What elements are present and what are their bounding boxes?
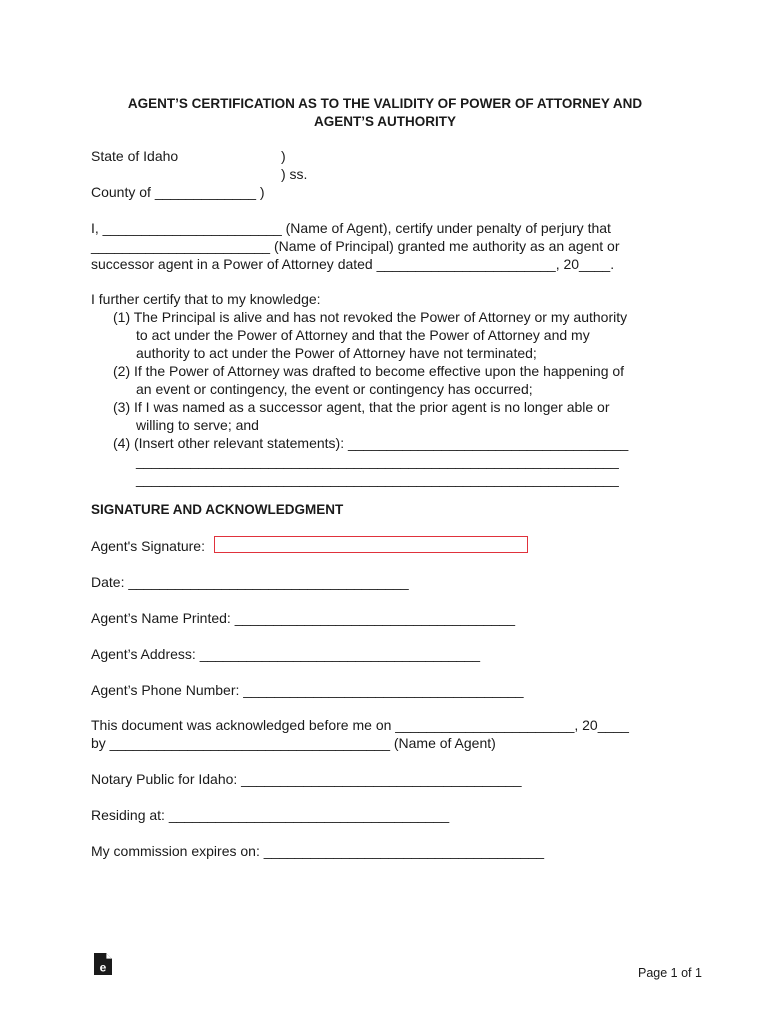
date-line[interactable]: Date: ____________________________________ <box>91 574 409 590</box>
item-3-line-2: willing to serve; and <box>136 417 259 433</box>
acknowledgment-line-1[interactable]: This document was acknowledged before me on _______________________, 20____ <box>91 717 629 733</box>
acknowledgment-line-2[interactable]: by ____________________________________ (Name of Agent) <box>91 735 496 751</box>
document-e-logo-icon <box>93 952 113 976</box>
agent-name-printed-line[interactable]: Agent’s Name Printed: ____________________________________ <box>91 610 516 626</box>
knowledge-intro: I further certify that to my knowledge: <box>91 291 321 307</box>
signature-heading: SIGNATURE AND ACKNOWLEDGMENT <box>91 502 344 517</box>
item-4-line-2[interactable]: ______________________________________________________________ <box>136 453 619 469</box>
certify-line-3[interactable]: successor agent in a Power of Attorney dated _______________________, 20____. <box>91 256 615 272</box>
item-4-line-3[interactable]: ______________________________________________________________ <box>136 471 619 487</box>
svg-text:e: e <box>99 960 107 975</box>
item-1-line-3: authority to act under the Power of Attorney have not terminated; <box>136 345 537 361</box>
title-line-1: AGENT’S CERTIFICATION AS TO THE VALIDITY OF POWER OF ATTORNEY AND <box>127 96 643 111</box>
item-1-line-2: to act under the Power of Attorney and that the Power of Attorney and my <box>136 327 590 343</box>
state-label: State of Idaho <box>91 148 179 164</box>
item-2-line-1: (2) If the Power of Attorney was drafted to become effective upon the happening of <box>113 363 625 379</box>
certify-line-1[interactable]: I, _______________________ (Name of Agent), certify under penalty of perjury that <box>91 220 611 236</box>
agent-signature-field[interactable] <box>214 536 528 553</box>
title-line-2: AGENT’S AUTHORITY <box>313 114 456 129</box>
page-number: Page 1 of 1 <box>638 966 702 980</box>
agent-address-line[interactable]: Agent’s Address: ____________________________________ <box>91 646 480 662</box>
certify-line-2[interactable]: _______________________ (Name of Principal) granted me authority as an agent or <box>91 238 620 254</box>
venue-ss: ) ss. <box>281 166 308 182</box>
document-title <box>60 95 710 131</box>
agent-phone-line[interactable]: Agent’s Phone Number: ____________________________________ <box>91 682 524 698</box>
agent-signature-label: Agent's Signature: <box>91 538 205 554</box>
notary-line[interactable]: Notary Public for Idaho: ____________________________________ <box>91 771 522 787</box>
item-3-line-1: (3) If I was named as a successor agent, that the prior agent is no longer able or <box>113 399 610 415</box>
item-1-line-1: (1) The Principal is alive and has not revoked the Power of Attorney or my authority <box>113 309 628 325</box>
residing-line[interactable]: Residing at: ____________________________________ <box>91 807 450 823</box>
item-4-line-1[interactable]: (4) (Insert other relevant statements): ____________________________________ <box>113 435 629 451</box>
item-2-line-2: an event or contingency, the event or contingency has occurred; <box>136 381 533 397</box>
county-line[interactable]: County of _____________ ) <box>91 184 265 200</box>
commission-line[interactable]: My commission expires on: ____________________________________ <box>91 843 545 859</box>
venue-paren: ) <box>281 148 286 164</box>
